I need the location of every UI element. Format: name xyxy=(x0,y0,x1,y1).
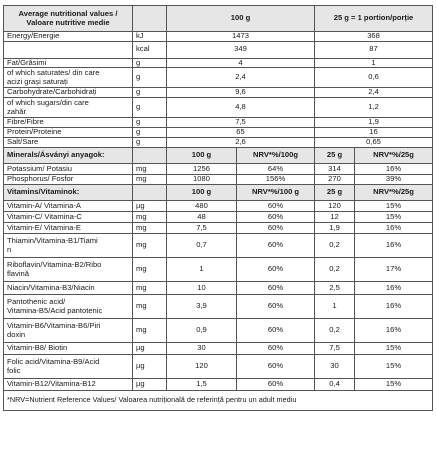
nutrient-name xyxy=(4,128,133,138)
value-100g: 2,4 xyxy=(167,68,315,88)
vitamins-row xyxy=(4,319,433,343)
value-25g: 0,4 xyxy=(315,379,355,391)
value-100g: 9,6 xyxy=(167,88,315,98)
unit-cell: g xyxy=(133,118,167,128)
nrv-100g: 156% xyxy=(237,175,315,185)
nutrition-row xyxy=(4,138,433,148)
nutrient-name-line1: Thiamin/Vitamina-B1/Tiami xyxy=(7,236,98,246)
nutrient-name xyxy=(4,201,133,212)
nutrition-row xyxy=(4,68,433,88)
nrv-100g: 60% xyxy=(237,295,315,319)
nrv-100g: 60% xyxy=(237,201,315,212)
vitamins-row xyxy=(4,343,433,355)
header-25g: 25 g xyxy=(315,148,355,164)
nutrient-name-line2: n xyxy=(7,244,12,254)
value-25g: 1 xyxy=(315,295,355,319)
nutrient-name-line1: Energy/Energie xyxy=(7,31,60,40)
nrv-100g: 60% xyxy=(237,258,315,282)
vitamins-header-row xyxy=(4,185,433,201)
minerals-row xyxy=(4,164,433,175)
nutrient-name xyxy=(4,258,133,282)
nutrient-name-line1: Folic acid/Vitamina-B9/Acid xyxy=(7,357,100,367)
header-nrv-100g: NRV*%/100 g xyxy=(237,185,315,201)
nutrient-name xyxy=(4,98,133,118)
value-100g: 1256 xyxy=(167,164,237,175)
nutrient-name-line2: doxin xyxy=(7,329,26,339)
nutrient-name-line2: flavină xyxy=(7,268,29,278)
nutrition-row xyxy=(4,98,433,118)
nutrition-row xyxy=(4,32,433,42)
nutrient-name xyxy=(4,212,133,223)
nrv-25g: 16% xyxy=(355,282,433,295)
nrv-25g: 15% xyxy=(355,355,433,379)
nrv-100g: 60% xyxy=(237,379,315,391)
unit-cell: kJ xyxy=(133,32,167,42)
nutrient-name-line1: Vitamin-B8/ Biotin xyxy=(7,343,68,353)
nrv-25g: 15% xyxy=(355,343,433,355)
nutrient-name xyxy=(4,282,133,295)
value-25g: 2,5 xyxy=(315,282,355,295)
nutrient-name xyxy=(4,118,133,128)
unit-cell: mg xyxy=(133,212,167,223)
unit-cell: mg xyxy=(133,319,167,343)
value-25g: 1,9 xyxy=(315,223,355,234)
unit-cell: µg xyxy=(133,379,167,391)
value-100g: 2,6 xyxy=(167,138,315,148)
nrv-25g: 16% xyxy=(355,164,433,175)
nutrient-name xyxy=(4,68,133,88)
nutrient-name-line1: Fibre/Fibre xyxy=(7,117,44,127)
unit-cell: g xyxy=(133,58,167,68)
vitamins-row xyxy=(4,212,433,223)
value-100g: 65 xyxy=(167,128,315,138)
value-portion: 16 xyxy=(315,128,433,138)
vitamins-row xyxy=(4,223,433,234)
nutrient-name-line1: Vitamin-B6/Vitamina-B6/Piri xyxy=(7,321,101,331)
value-portion: 0,65 xyxy=(315,138,433,148)
header-nrv-25g: NRV*%/25g xyxy=(355,148,433,164)
vitamins-row xyxy=(4,234,433,258)
value-25g: 120 xyxy=(315,201,355,212)
nutrition-row xyxy=(4,128,433,138)
nutrient-name-line2: folic xyxy=(7,365,21,375)
unit-cell: g xyxy=(133,98,167,118)
unit-cell: g xyxy=(133,88,167,98)
nutrient-name xyxy=(4,138,133,148)
nutrient-name-line1: Fat/Grăsimi xyxy=(7,58,47,67)
unit-cell: g xyxy=(133,128,167,138)
nutrition-header-row xyxy=(4,6,433,32)
header-100g: 100 g xyxy=(167,6,315,32)
nutrition-title-line2: Valoare nutritive medie xyxy=(26,17,110,27)
vitamins-title: Vitamins/Vitaminok: xyxy=(4,185,133,201)
value-portion: 1 xyxy=(315,58,433,68)
nrv-100g: 60% xyxy=(237,234,315,258)
nutrient-name-line1: Phosphorus/ Fosfor xyxy=(7,174,74,184)
value-portion: 368 xyxy=(315,32,433,42)
nutrient-name-line1: Salt/Sare xyxy=(7,137,39,147)
nutrient-name-line2: zahăr xyxy=(7,106,26,116)
unit-cell: mg xyxy=(133,164,167,175)
nrv-100g: 60% xyxy=(237,223,315,234)
nrv-25g: 15% xyxy=(355,379,433,391)
header-100g: 100 g xyxy=(167,185,237,201)
unit-cell: kcal xyxy=(133,41,167,58)
nrv-100g: 60% xyxy=(237,355,315,379)
unit-header-cell xyxy=(133,148,167,164)
unit-cell: µg xyxy=(133,355,167,379)
nutrient-name xyxy=(4,319,133,343)
nutrient-name xyxy=(4,343,133,355)
nutrient-name xyxy=(4,164,133,175)
header-25g: 25 g xyxy=(315,185,355,201)
nutrient-name xyxy=(4,88,133,98)
nutrient-name-line1: Potassium/ Potasiu xyxy=(7,163,72,173)
minerals-header-row xyxy=(4,148,433,164)
nutrient-name-line1: Vitamin-E/ Vitamina-E xyxy=(7,222,81,232)
vitamins-row xyxy=(4,295,433,319)
vitamins-row xyxy=(4,201,433,212)
nrv-25g: 16% xyxy=(355,295,433,319)
unit-cell: mg xyxy=(133,258,167,282)
value-100g: 1473 xyxy=(167,32,315,42)
unit-header-cell xyxy=(133,185,167,201)
nutrient-name xyxy=(4,41,133,58)
value-100g: 1,5 xyxy=(167,379,237,391)
value-portion: 0,6 xyxy=(315,68,433,88)
vitamins-row xyxy=(4,258,433,282)
value-100g: 480 xyxy=(167,201,237,212)
nutrient-name xyxy=(4,223,133,234)
nrv-25g: 16% xyxy=(355,234,433,258)
unit-cell: µg xyxy=(133,343,167,355)
value-25g: 270 xyxy=(315,175,355,185)
value-100g: 4,8 xyxy=(167,98,315,118)
nutrient-name-line1: of which saturates/ din care xyxy=(7,68,100,78)
value-100g: 7,5 xyxy=(167,118,315,128)
footnote-row xyxy=(4,391,433,411)
vitamins-row xyxy=(4,355,433,379)
nrv-100g: 60% xyxy=(237,282,315,295)
minerals-title: Minerals/Ásványi anyagok: xyxy=(4,148,133,164)
value-100g: 3,9 xyxy=(167,295,237,319)
value-portion: 1,9 xyxy=(315,118,433,128)
nutrient-name xyxy=(4,295,133,319)
nrv-25g: 15% xyxy=(355,212,433,223)
header-100g: 100 g xyxy=(167,148,237,164)
unit-cell: mg xyxy=(133,282,167,295)
nutrition-title-line1: Average nutritional values / xyxy=(18,8,118,18)
nrv-25g: 16% xyxy=(355,319,433,343)
nutrient-name-line1: Vitamin-B12/Vitamina-B12 xyxy=(7,379,96,389)
value-100g: 10 xyxy=(167,282,237,295)
value-portion: 1,2 xyxy=(315,98,433,118)
value-100g: 1 xyxy=(167,258,237,282)
nutrient-name xyxy=(4,379,133,391)
value-25g: 30 xyxy=(315,355,355,379)
value-100g: 30 xyxy=(167,343,237,355)
value-portion: 2,4 xyxy=(315,88,433,98)
nutrient-name-line1: Vitamin-A/ Vitamina-A xyxy=(7,200,81,210)
nrv-100g: 60% xyxy=(237,212,315,223)
nutrition-table xyxy=(3,5,433,411)
nutrient-name xyxy=(4,175,133,185)
nutrient-name xyxy=(4,32,133,42)
nutrient-name-line1: of which sugars/din care xyxy=(7,98,89,108)
value-25g: 0,2 xyxy=(315,319,355,343)
value-100g: 4 xyxy=(167,58,315,68)
nrv-25g: 16% xyxy=(355,223,433,234)
value-25g: 0,2 xyxy=(315,258,355,282)
unit-cell: g xyxy=(133,138,167,148)
value-100g: 0,7 xyxy=(167,234,237,258)
nutrition-row xyxy=(4,118,433,128)
value-100g: 48 xyxy=(167,212,237,223)
nutrient-name-line1: Protein/Proteine xyxy=(7,127,62,137)
nrv-100g: 64% xyxy=(237,164,315,175)
value-100g: 7,5 xyxy=(167,223,237,234)
value-portion: 87 xyxy=(315,41,433,58)
nutrient-name xyxy=(4,58,133,68)
value-25g: 314 xyxy=(315,164,355,175)
header-portion: 25 g = 1 portion/porție xyxy=(315,6,433,32)
unit-header-cell xyxy=(133,6,167,32)
nrv-100g: 60% xyxy=(237,319,315,343)
nutrient-name-line1: Niacin/Vitamina-B3/Niacin xyxy=(7,282,95,292)
unit-cell: mg xyxy=(133,175,167,185)
unit-cell: mg xyxy=(133,234,167,258)
nutrient-name xyxy=(4,355,133,379)
nutrition-row xyxy=(4,58,433,68)
minerals-row xyxy=(4,175,433,185)
unit-cell: mg xyxy=(133,295,167,319)
nrv-25g: 17% xyxy=(355,258,433,282)
nutrition-title xyxy=(4,6,133,32)
value-25g: 12 xyxy=(315,212,355,223)
value-100g: 0,9 xyxy=(167,319,237,343)
nrv-25g: 15% xyxy=(355,201,433,212)
value-100g: 1080 xyxy=(167,175,237,185)
nrv-25g: 39% xyxy=(355,175,433,185)
header-nrv-25g: NRV*%/25g xyxy=(355,185,433,201)
nutrient-name-line1: Vitamin-C/ Vitamina-C xyxy=(7,211,82,221)
value-25g: 7,5 xyxy=(315,343,355,355)
value-25g: 0,2 xyxy=(315,234,355,258)
nutrition-row xyxy=(4,41,433,58)
vitamins-row xyxy=(4,379,433,391)
nutrient-name-line1: Carbohydrate/Carbohidrați xyxy=(7,87,97,97)
unit-cell: g xyxy=(133,68,167,88)
vitamins-row xyxy=(4,282,433,295)
header-nrv-100g: NRV*%/100g xyxy=(237,148,315,164)
unit-cell: µg xyxy=(133,201,167,212)
nutrient-name-line1: Pantothenic acid/ xyxy=(7,297,66,307)
nrv-100g: 60% xyxy=(237,343,315,355)
value-100g: 120 xyxy=(167,355,237,379)
nutrient-name-line2: Vitamina-B5/Acid pantotenic xyxy=(7,305,103,315)
value-100g: 349 xyxy=(167,41,315,58)
footnote: *NRV=Nutrient Reference Values/ Valoarea nutrițională de referință pentru un adult mediu xyxy=(4,391,433,411)
nutrient-name-line2: acizi grași saturați xyxy=(7,76,68,86)
unit-cell: mg xyxy=(133,223,167,234)
nutrition-row xyxy=(4,88,433,98)
nutrient-name xyxy=(4,234,133,258)
nutrition-label xyxy=(3,5,432,411)
nutrient-name-line1: Riboflavin/Vitamina-B2/Ribo xyxy=(7,260,102,270)
